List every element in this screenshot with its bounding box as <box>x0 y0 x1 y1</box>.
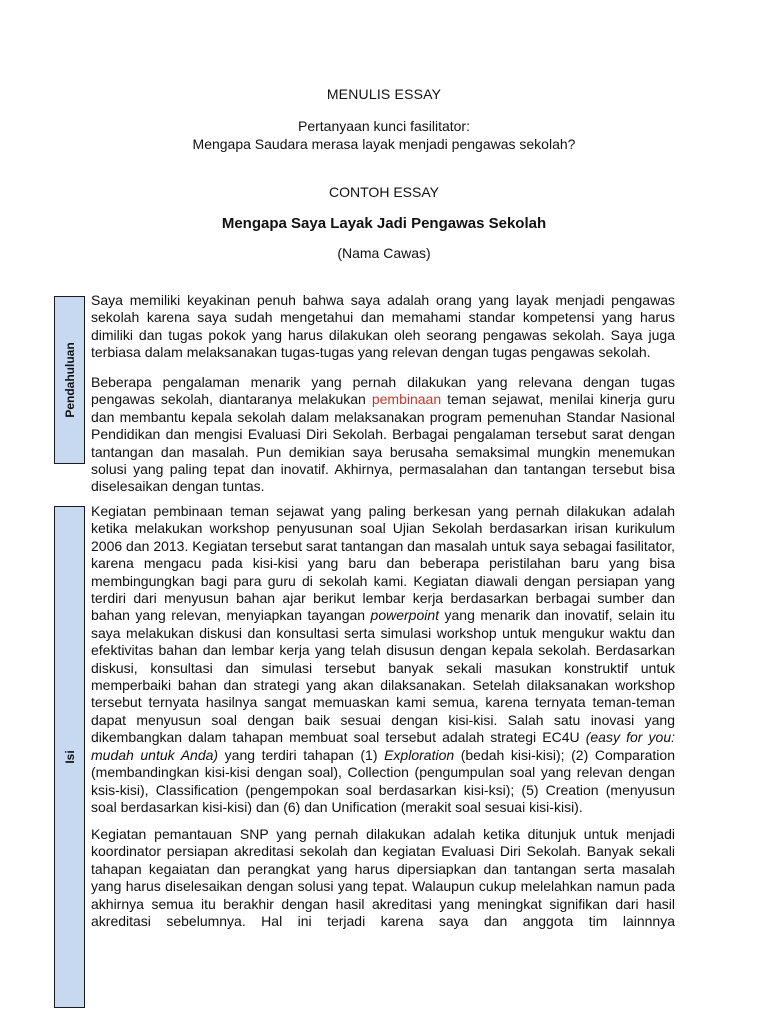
paragraph-intro-1: Saya memiliki keyakinan penuh bahwa saya adalah orang yang layak menjadi pengawas sekolah karena saya sudah mengetahui dan memahami standar kompetensi yang harus dimiliki dan tugas pokok yang harus dilakukan oleh seorang pengawas sekolah. Saya juga terbiasa dalam melaksanakan tugas-tugas yang relevan dengan tugas pengawas sekolah. <box>91 292 675 361</box>
paragraph-text: (bedah kisi-kisi); (2) Comparation (membandingkan kisi-kisi dengan soal), Collection (pengumpulan soal yang relevan dengan ksis-kisi), Classification (pengempokan soal berdasarkan kisi-ksi); (5) Creation (menyusun soal berdasarkan kisi-kisi) dan (6) dan Unification (merakit soal sesuai kisi-kisi). <box>91 746 675 815</box>
section-label-introduction <box>54 296 85 464</box>
document-title: MENULIS ESSAY <box>326 86 442 102</box>
essay-title: Mengapa Saya Layak Jadi Pengawas Sekolah <box>221 215 547 232</box>
paragraph-text: Kegiatan pembinaan teman sejawat yang paling berkesan yang pernah dilakukan adalah ketika melakukan workshop penyusunan soal Ujian Sekolah berdasarkan irisan kurikulum 2006 dan 2013. Kegiatan tersebut sarat tantangan dan masalah untuk saya sebagai fasilitator, karena mengacu pada kisi-kisi yang baru dan beberapa peristilahan baru yang bisa membingungkan bagi para guru di sekolah kami. Kegiatan diawali dengan persiapan yang terdiri dari menyusun bahan ajar berikut lembar kerja berdasarkan berbagai sumber dan bahan yang relevan, menyiapkan tayangan <box>91 503 675 624</box>
italic-term: (easy for you: mudah untuk Anda) <box>91 729 675 763</box>
question-text: Mengapa Saudara merasa layak menjadi pengawas sekolah? <box>192 136 576 152</box>
question-heading: Pertanyaan kunci fasilitator: <box>298 118 470 134</box>
paragraph-intro-2 <box>91 374 675 496</box>
paragraph-body-2: Kegiatan pemantauan SNP yang pernah dilakukan adalah ketika ditunjuk untuk menjadi koordinator persiapan akreditasi sekolah dan kegiatan Evaluasi Diri Sekolah. Banyak sekali tahapan kegaiatan dan perangkat yang harus dipersiapkan dan tantangan serta masalah yang harus diselesaikan dengan solusi yang tepat. Walaupun cukup melelahkan namun pada akhirnya semua itu berakhir dengan hasil akreditasi yang meningkat signifikan dari hasil akreditasi sebelumnya. Hal ini terjadi karena saya dan anggota tim lainnnya <box>91 826 675 930</box>
paragraph-text: yang menarik dan inovatif, selain itu saya melakukan diskusi dan konsultasi serta simulasi workshop untuk mengukur waktu dan efektivitas bahan dan lembar kerja yang telah disusun dengan kepala sekolah. Berdasarkan diskusi, konsultasi dan simulasi tersebut banyak sekali masukan konstruktif untuk memperbaiki bahan dan strategi yang akan dilaksanakan. Setelah dilaksanakan workshop tersebut ternyata hasilnya sangat memuaskan kami semua, karena ternyata teman-teman dapat menyusun soal dengan baik sesuai dengan kisi-kisi. Salah satu inovasi yang dikembangkan dalam tahapan membuat soal tersebut adalah strategi EC4U <box>91 607 675 746</box>
paragraph-text: teman sejawat, menilai kinerja guru dan membantu kepala sekolah dalam melaksanakan program pemenuhan Standar Nasional Pendidikan dan mengisi Evaluasi Diri Sekolah. Berbagai pengalaman tersebut sarat dengan tantangan dan masalah. Pun demikian saya berusaha semaksimal mungkin menemukan solusi yang paling tepat dan inovatif. Akhirnya, permasalahan dan tantangan tersebut bisa diselesaikan dengan tuntas. <box>91 391 675 495</box>
highlighted-word: pembinaan <box>371 391 442 408</box>
section-label-body-text: Isi <box>62 750 77 764</box>
section-label-body <box>54 506 85 1008</box>
paragraph-text: Beberapa pengalaman menarik yang pernah dilakukan yang relevana dengan tugas pengawas sekolah, diantaranya melakukan <box>91 374 675 408</box>
paragraph-body-1 <box>91 503 675 816</box>
italic-term: Exploration <box>384 746 455 763</box>
paragraph-text: yang terdiri tahapan (1) <box>218 746 385 763</box>
author-name: (Nama Cawas) <box>337 245 431 261</box>
section-label-introduction-text: Pendahuluan <box>62 342 77 418</box>
italic-term: powerpoint <box>370 607 440 624</box>
sample-heading: CONTOH ESSAY <box>329 184 439 200</box>
